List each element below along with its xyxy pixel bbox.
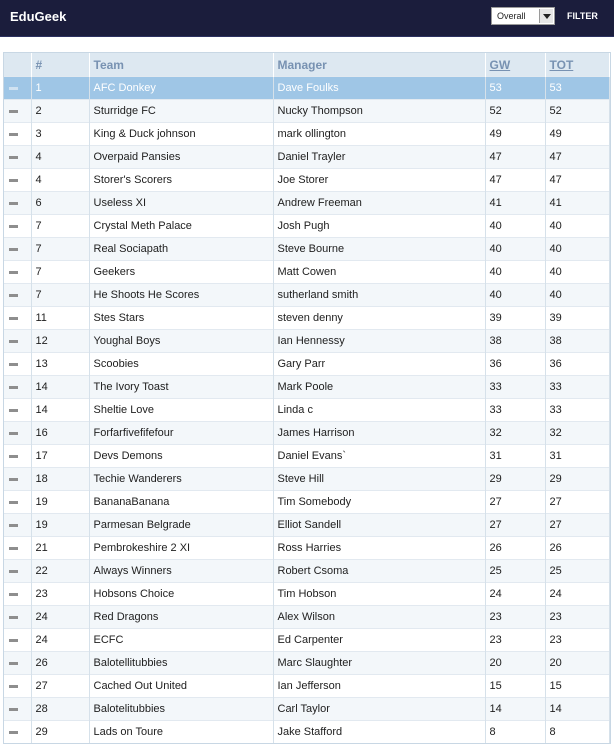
- gw-cell: 24: [485, 583, 545, 606]
- team-cell: Lads on Toure: [89, 721, 273, 744]
- manager-cell: Mark Poole: [273, 376, 485, 399]
- table-row[interactable]: [4, 652, 610, 675]
- gw-cell: 23: [485, 629, 545, 652]
- manager-cell: Ross Harries: [273, 537, 485, 560]
- team-cell: Balotelitubbies: [89, 698, 273, 721]
- tot-cell: 40: [545, 215, 610, 238]
- no-change-icon: [9, 708, 18, 711]
- team-cell: Parmesan Belgrade: [89, 514, 273, 537]
- table-row[interactable]: [4, 629, 610, 652]
- no-change-icon: [9, 179, 18, 182]
- tot-cell: 20: [545, 652, 610, 675]
- movement-cell: [4, 123, 31, 146]
- movement-cell: [4, 721, 31, 744]
- team-cell: Storer's Scorers: [89, 169, 273, 192]
- no-change-icon: [9, 271, 18, 274]
- manager-cell: steven denny: [273, 307, 485, 330]
- no-change-icon: [9, 501, 18, 504]
- table-row[interactable]: [4, 169, 610, 192]
- table-row[interactable]: [4, 353, 610, 376]
- gw-cell: 41: [485, 192, 545, 215]
- table-row[interactable]: [4, 399, 610, 422]
- no-change-icon: [9, 455, 18, 458]
- no-change-icon: [9, 317, 18, 320]
- tot-cell: 40: [545, 238, 610, 261]
- team-cell: Youghal Boys: [89, 330, 273, 353]
- manager-column-header: Manager: [273, 53, 485, 77]
- rank-cell: 7: [31, 261, 89, 284]
- team-cell: Forfarfivefifefour: [89, 422, 273, 445]
- table-row[interactable]: [4, 284, 610, 307]
- team-cell: Sturridge FC: [89, 100, 273, 123]
- tot-cell: 27: [545, 514, 610, 537]
- manager-cell: Daniel Evans`: [273, 445, 485, 468]
- movement-cell: [4, 146, 31, 169]
- manager-cell: Jake Stafford: [273, 721, 485, 744]
- gw-cell: 8: [485, 721, 545, 744]
- rank-cell: 14: [31, 376, 89, 399]
- tot-cell: 26: [545, 537, 610, 560]
- team-cell: He Shoots He Scores: [89, 284, 273, 307]
- rank-cell: 24: [31, 606, 89, 629]
- manager-cell: Alex Wilson: [273, 606, 485, 629]
- team-cell: Scoobies: [89, 353, 273, 376]
- rank-cell: 4: [31, 146, 89, 169]
- manager-cell: Tim Hobson: [273, 583, 485, 606]
- team-cell: Crystal Meth Palace: [89, 215, 273, 238]
- movement-cell: [4, 422, 31, 445]
- movement-cell: [4, 698, 31, 721]
- manager-cell: Carl Taylor: [273, 698, 485, 721]
- tot-cell: 25: [545, 560, 610, 583]
- team-cell: Red Dragons: [89, 606, 273, 629]
- movement-cell: [4, 468, 31, 491]
- movement-cell: [4, 629, 31, 652]
- table-header-row: [4, 53, 610, 77]
- manager-cell: sutherland smith: [273, 284, 485, 307]
- rank-cell: 17: [31, 445, 89, 468]
- manager-cell: Daniel Trayler: [273, 146, 485, 169]
- movement-cell: [4, 583, 31, 606]
- rank-cell: 16: [31, 422, 89, 445]
- table-row[interactable]: [4, 215, 610, 238]
- movement-cell: [4, 169, 31, 192]
- table-row[interactable]: [4, 675, 610, 698]
- gw-cell: 27: [485, 491, 545, 514]
- team-cell: ECFC: [89, 629, 273, 652]
- rank-cell: 27: [31, 675, 89, 698]
- team-cell: Always Winners: [89, 560, 273, 583]
- manager-cell: Elliot Sandell: [273, 514, 485, 537]
- tot-cell: 47: [545, 169, 610, 192]
- no-change-icon: [9, 363, 18, 366]
- manager-cell: Steve Hill: [273, 468, 485, 491]
- rank-cell: 12: [31, 330, 89, 353]
- gw-cell: 40: [485, 215, 545, 238]
- no-change-icon: [9, 248, 18, 251]
- gw-cell: 26: [485, 537, 545, 560]
- rank-column-header: #: [31, 53, 89, 77]
- gw-cell: 39: [485, 307, 545, 330]
- rank-cell: 26: [31, 652, 89, 675]
- no-change-icon: [9, 110, 18, 113]
- movement-cell: [4, 192, 31, 215]
- no-change-icon: [9, 478, 18, 481]
- filter-select[interactable]: [491, 7, 555, 25]
- movement-cell: [4, 445, 31, 468]
- rank-cell: 23: [31, 583, 89, 606]
- tot-cell: 8: [545, 721, 610, 744]
- manager-cell: Tim Somebody: [273, 491, 485, 514]
- tot-cell: 23: [545, 629, 610, 652]
- no-change-icon: [9, 294, 18, 297]
- tot-cell: 14: [545, 698, 610, 721]
- gw-cell: 20: [485, 652, 545, 675]
- rank-cell: 18: [31, 468, 89, 491]
- movement-cell: [4, 100, 31, 123]
- rank-cell: 22: [31, 560, 89, 583]
- rank-cell: 3: [31, 123, 89, 146]
- movement-cell: [4, 215, 31, 238]
- movement-cell: [4, 560, 31, 583]
- gw-column-header[interactable]: [485, 53, 545, 77]
- table-row[interactable]: [4, 376, 610, 399]
- tot-cell: 49: [545, 123, 610, 146]
- tot-cell: 33: [545, 399, 610, 422]
- tot-cell: 33: [545, 376, 610, 399]
- gw-cell: 40: [485, 261, 545, 284]
- manager-cell: Marc Slaughter: [273, 652, 485, 675]
- movement-cell: [4, 491, 31, 514]
- manager-cell: Gary Parr: [273, 353, 485, 376]
- team-cell: Devs Demons: [89, 445, 273, 468]
- manager-cell: Andrew Freeman: [273, 192, 485, 215]
- table-row[interactable]: [4, 238, 610, 261]
- no-change-icon: [9, 685, 18, 688]
- team-column-header: Team: [89, 53, 273, 77]
- gw-cell: 33: [485, 399, 545, 422]
- team-cell: Hobsons Choice: [89, 583, 273, 606]
- movement-cell: [4, 537, 31, 560]
- tot-cell: 24: [545, 583, 610, 606]
- no-change-icon: [9, 524, 18, 527]
- tot-cell: 53: [545, 77, 610, 100]
- app-title: EduGeek: [10, 9, 67, 24]
- manager-cell: James Harrison: [273, 422, 485, 445]
- no-change-icon: [9, 225, 18, 228]
- tot-cell: 31: [545, 445, 610, 468]
- no-change-icon: [9, 593, 18, 596]
- rank-cell: 1: [31, 77, 89, 100]
- table-row[interactable]: [4, 698, 610, 721]
- tot-cell: 40: [545, 284, 610, 307]
- tot-cell: 38: [545, 330, 610, 353]
- movement-cell: [4, 675, 31, 698]
- gw-cell: 38: [485, 330, 545, 353]
- movement-cell: [4, 399, 31, 422]
- movement-cell: [4, 353, 31, 376]
- manager-cell: Robert Csoma: [273, 560, 485, 583]
- tot-cell: 41: [545, 192, 610, 215]
- tot-cell: 32: [545, 422, 610, 445]
- rank-cell: 7: [31, 238, 89, 261]
- gw-cell: 14: [485, 698, 545, 721]
- team-cell: Balotellitubbies: [89, 652, 273, 675]
- rank-cell: 7: [31, 215, 89, 238]
- movement-cell: [4, 606, 31, 629]
- no-change-icon: [9, 156, 18, 159]
- manager-cell: Ian Hennessy: [273, 330, 485, 353]
- manager-cell: Joe Storer: [273, 169, 485, 192]
- gw-cell: 40: [485, 284, 545, 307]
- manager-cell: Ian Jefferson: [273, 675, 485, 698]
- tot-column-header[interactable]: [545, 53, 610, 77]
- team-cell: AFC Donkey: [89, 77, 273, 100]
- gw-cell: 33: [485, 376, 545, 399]
- movement-cell: [4, 238, 31, 261]
- rank-cell: 14: [31, 399, 89, 422]
- tot-cell: 23: [545, 606, 610, 629]
- table-row[interactable]: [4, 514, 610, 537]
- gw-sort-link[interactable]: GW: [489, 57, 511, 72]
- filter-button[interactable]: FILTER: [567, 11, 598, 21]
- movement-cell: [4, 261, 31, 284]
- table-row[interactable]: [4, 100, 610, 123]
- manager-cell: mark ollington: [273, 123, 485, 146]
- table-row[interactable]: [4, 537, 610, 560]
- rank-cell: 6: [31, 192, 89, 215]
- table-row[interactable]: [4, 721, 610, 744]
- table-row[interactable]: [4, 491, 610, 514]
- rank-cell: 2: [31, 100, 89, 123]
- standings-table: [3, 52, 611, 744]
- gw-cell: 52: [485, 100, 545, 123]
- table-row[interactable]: [4, 123, 610, 146]
- chevron-down-icon[interactable]: [539, 9, 553, 23]
- rank-cell: 24: [31, 629, 89, 652]
- top-bar: [0, 0, 614, 37]
- gw-cell: 31: [485, 445, 545, 468]
- table-row[interactable]: [4, 560, 610, 583]
- movement-cell: [4, 652, 31, 675]
- gw-cell: 53: [485, 77, 545, 100]
- table-row[interactable]: [4, 445, 610, 468]
- no-change-icon: [9, 340, 18, 343]
- tot-cell: 47: [545, 146, 610, 169]
- gw-cell: 25: [485, 560, 545, 583]
- movement-cell: [4, 330, 31, 353]
- rank-cell: 4: [31, 169, 89, 192]
- team-cell: Pembrokeshire 2 XI: [89, 537, 273, 560]
- rank-cell: 19: [31, 514, 89, 537]
- tot-cell: 39: [545, 307, 610, 330]
- movement-cell: [4, 376, 31, 399]
- no-change-icon: [9, 386, 18, 389]
- rank-cell: 13: [31, 353, 89, 376]
- tot-sort-link[interactable]: TOT: [549, 57, 574, 72]
- movement-cell: [4, 284, 31, 307]
- gw-cell: 23: [485, 606, 545, 629]
- no-change-icon: [9, 202, 18, 205]
- manager-cell: Steve Bourne: [273, 238, 485, 261]
- rank-cell: 7: [31, 284, 89, 307]
- team-cell: Real Sociapath: [89, 238, 273, 261]
- team-cell: Sheltie Love: [89, 399, 273, 422]
- filter-select-value: Overall: [497, 11, 526, 21]
- team-cell: Geekers: [89, 261, 273, 284]
- rank-cell: 29: [31, 721, 89, 744]
- no-change-icon: [9, 87, 18, 90]
- no-change-icon: [9, 639, 18, 642]
- table-row[interactable]: [4, 468, 610, 491]
- no-change-icon: [9, 616, 18, 619]
- manager-cell: Dave Foulks: [273, 77, 485, 100]
- rank-cell: 21: [31, 537, 89, 560]
- gw-cell: 47: [485, 146, 545, 169]
- movement-cell: [4, 514, 31, 537]
- rank-cell: 19: [31, 491, 89, 514]
- tot-cell: 27: [545, 491, 610, 514]
- tot-cell: 36: [545, 353, 610, 376]
- rank-cell: 11: [31, 307, 89, 330]
- table-row[interactable]: [4, 330, 610, 353]
- manager-cell: Linda c: [273, 399, 485, 422]
- gw-cell: 47: [485, 169, 545, 192]
- table-row[interactable]: [4, 422, 610, 445]
- team-cell: BananaBanana: [89, 491, 273, 514]
- movement-cell: [4, 307, 31, 330]
- tot-cell: 29: [545, 468, 610, 491]
- team-cell: The Ivory Toast: [89, 376, 273, 399]
- team-cell: Useless XI: [89, 192, 273, 215]
- table-row[interactable]: [4, 606, 610, 629]
- gw-cell: 36: [485, 353, 545, 376]
- no-change-icon: [9, 570, 18, 573]
- table-row[interactable]: [4, 77, 610, 100]
- gw-cell: 49: [485, 123, 545, 146]
- gw-cell: 32: [485, 422, 545, 445]
- tot-cell: 15: [545, 675, 610, 698]
- table-row[interactable]: [4, 192, 610, 215]
- table-row[interactable]: [4, 307, 610, 330]
- tot-cell: 40: [545, 261, 610, 284]
- manager-cell: Josh Pugh: [273, 215, 485, 238]
- team-cell: King & Duck johnson: [89, 123, 273, 146]
- no-change-icon: [9, 547, 18, 550]
- tot-cell: 52: [545, 100, 610, 123]
- gw-cell: 15: [485, 675, 545, 698]
- team-cell: Overpaid Pansies: [89, 146, 273, 169]
- table-row[interactable]: [4, 146, 610, 169]
- movement-cell: [4, 77, 31, 100]
- gw-cell: 27: [485, 514, 545, 537]
- movement-column-header: [4, 53, 31, 77]
- no-change-icon: [9, 662, 18, 665]
- team-cell: Cached Out United: [89, 675, 273, 698]
- gw-cell: 29: [485, 468, 545, 491]
- rank-cell: 28: [31, 698, 89, 721]
- manager-cell: Matt Cowen: [273, 261, 485, 284]
- table-row[interactable]: [4, 583, 610, 606]
- gw-cell: 40: [485, 238, 545, 261]
- manager-cell: Nucky Thompson: [273, 100, 485, 123]
- no-change-icon: [9, 731, 18, 734]
- no-change-icon: [9, 432, 18, 435]
- no-change-icon: [9, 409, 18, 412]
- team-cell: Techie Wanderers: [89, 468, 273, 491]
- no-change-icon: [9, 133, 18, 136]
- manager-cell: Ed Carpenter: [273, 629, 485, 652]
- table-row[interactable]: [4, 261, 610, 284]
- team-cell: Stes Stars: [89, 307, 273, 330]
